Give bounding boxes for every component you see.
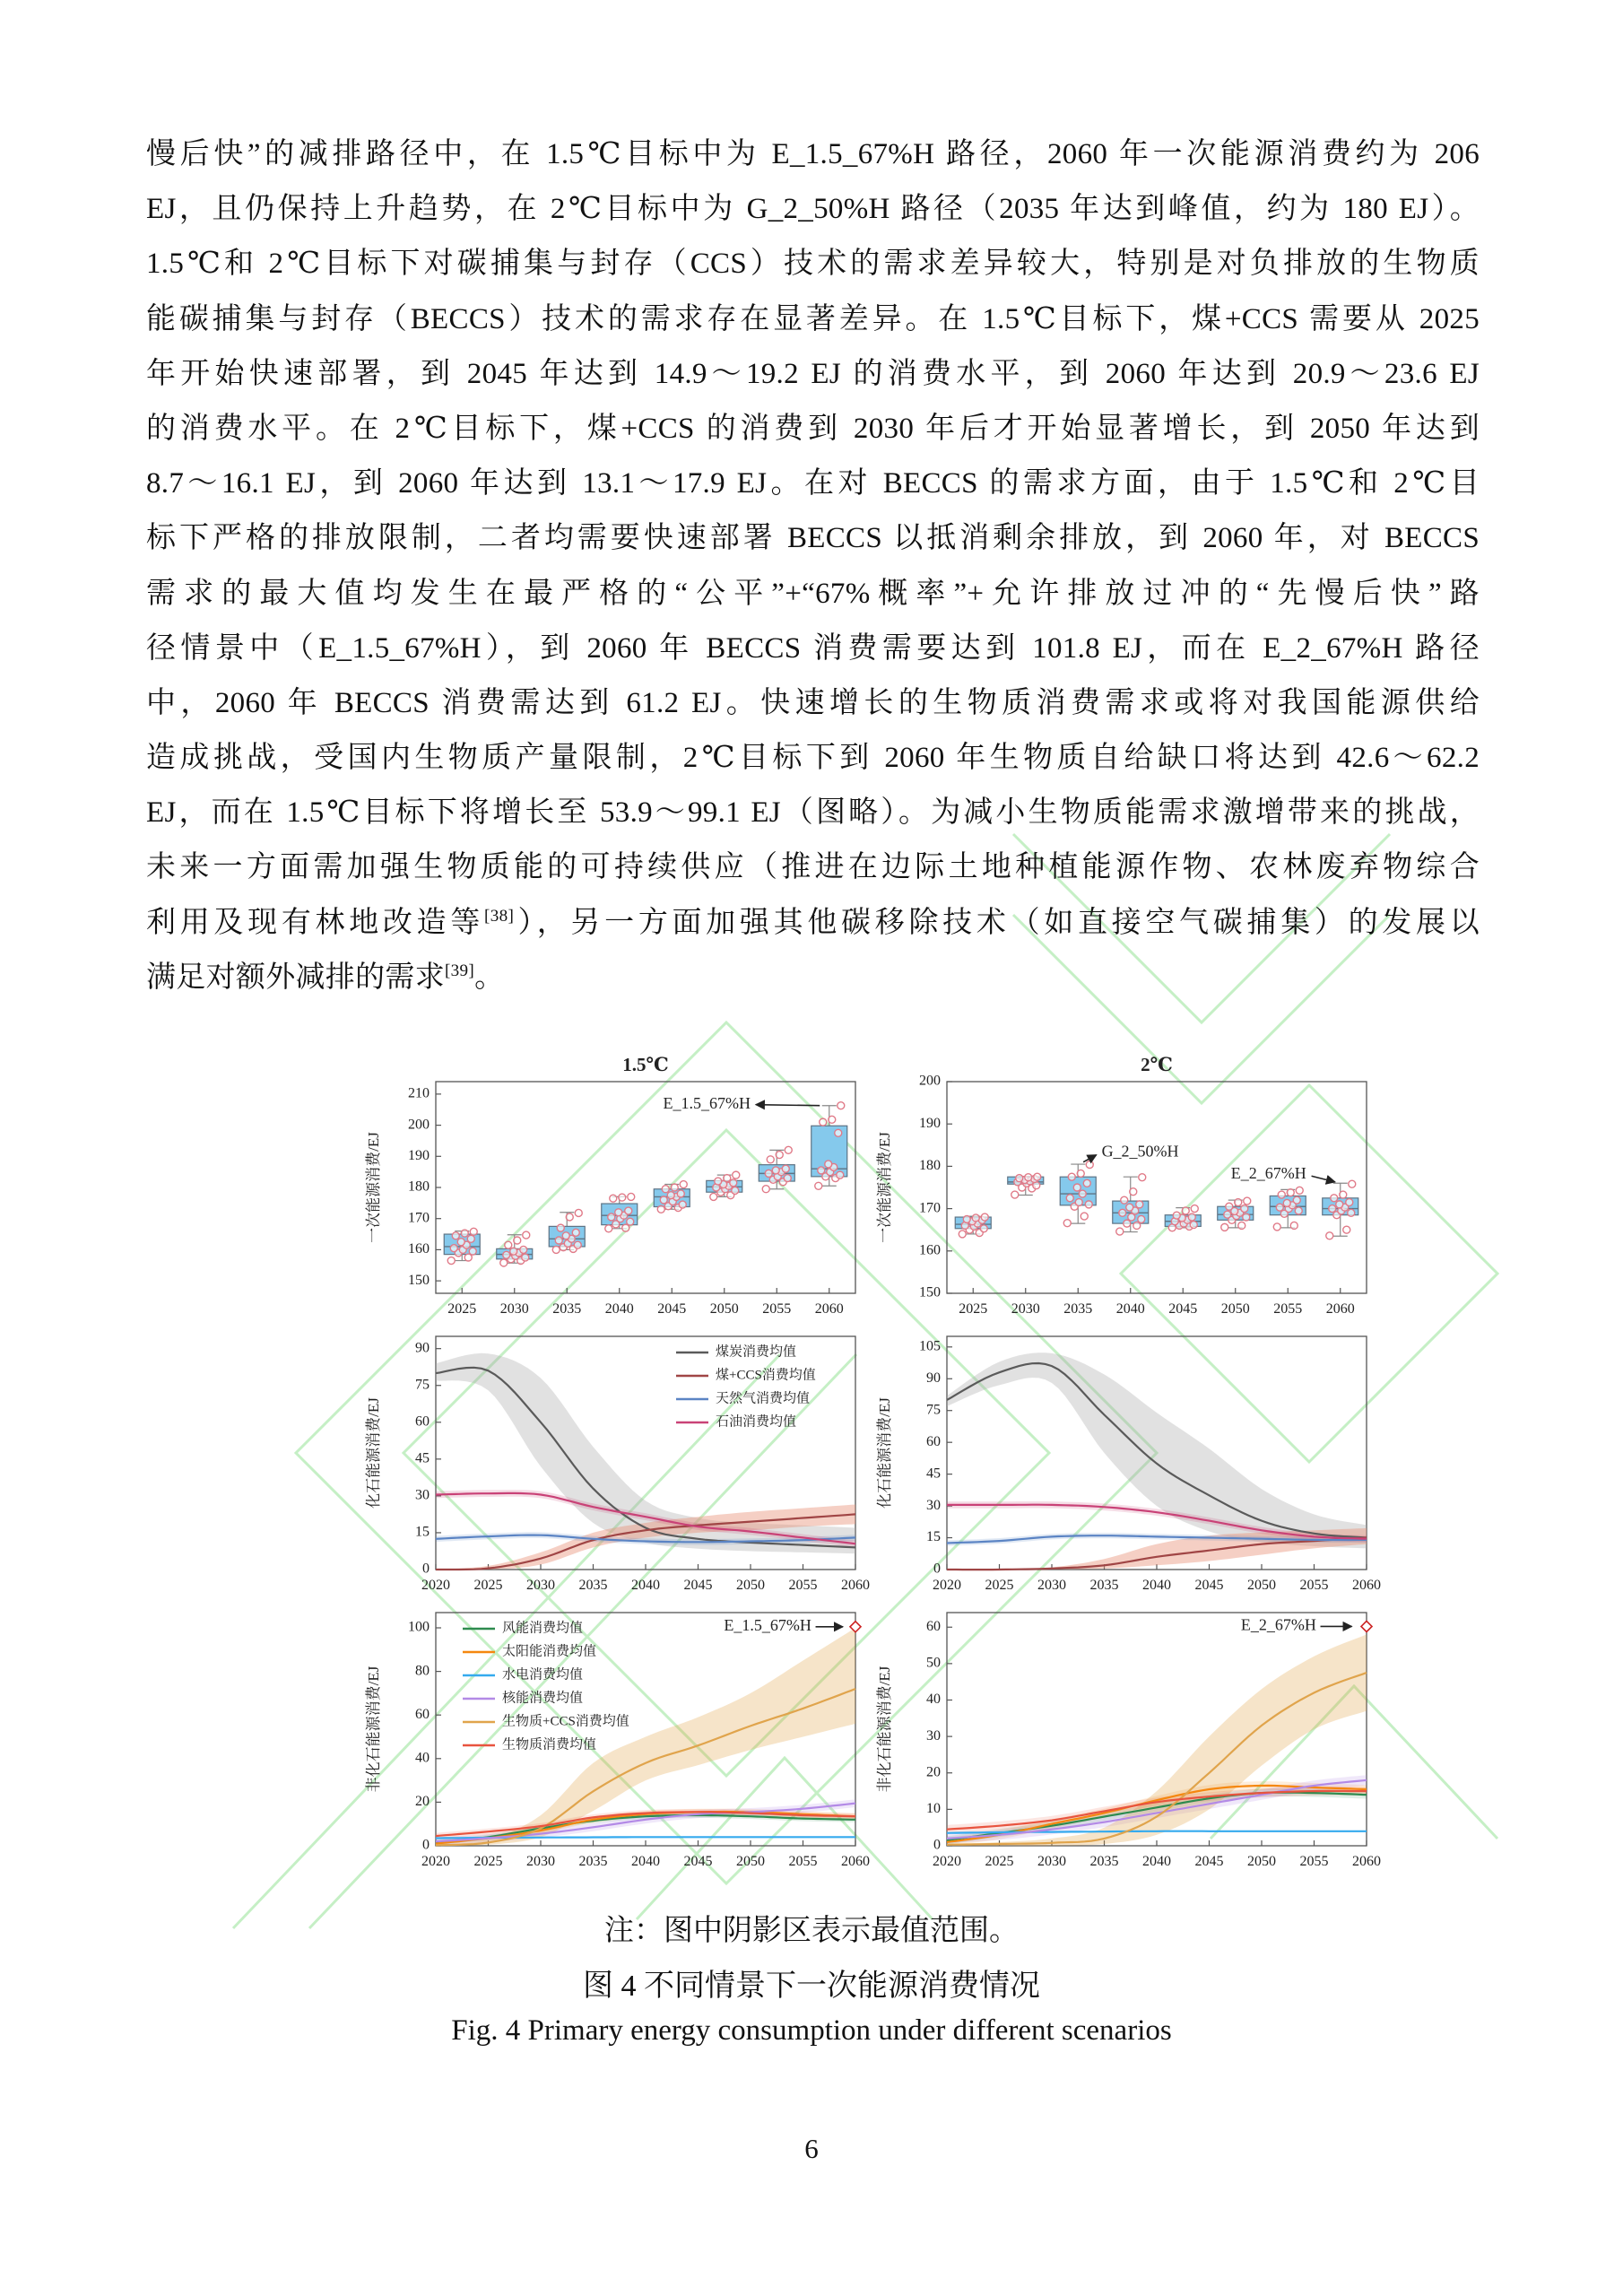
svg-text:2040: 2040 [631,1578,660,1593]
svg-text:石油消费均值: 石油消费均值 [716,1414,797,1430]
paragraph-line: 1.5℃和 2℃目标下对碳捕集与封存（CCS）技术的需求差异较大，特别是对负排放的生物质 [146,248,1480,281]
svg-text:30: 30 [926,1497,941,1513]
svg-text:2035: 2035 [1089,1578,1119,1593]
y-axis-label: 非化石能源消费/EJ [365,1665,382,1793]
svg-text:2045: 2045 [1194,1854,1224,1869]
figure-note: 注：图中阴影区表示最值范围。 [604,1915,1019,1947]
paragraph-line: EJ，而在 1.5℃目标下将增长至 53.9～99.1 EJ（图略）。为减小生物质能需求激增带来的挑战， [146,796,1480,830]
svg-text:2040: 2040 [604,1301,634,1317]
svg-text:2025: 2025 [959,1301,988,1317]
chart-fossil-2c [870,1326,1381,1602]
paragraph-line: 需求的最大值均发生在最严格的“公平”+“67%概率”+允许排放过冲的“先慢后快”路 [146,577,1480,610]
svg-text:2040: 2040 [1142,1578,1171,1593]
svg-text:2055: 2055 [762,1301,792,1317]
svg-text:90: 90 [926,1370,941,1386]
svg-text:2045: 2045 [657,1301,687,1317]
paragraph [146,127,1480,1005]
svg-text:2030: 2030 [526,1854,555,1869]
svg-text:30: 30 [926,1727,941,1744]
annotation [1083,1142,1178,1161]
svg-text:150: 150 [408,1272,430,1288]
svg-text:煤炭消费均值: 煤炭消费均值 [716,1344,797,1360]
chart-boxplot-2c [870,1049,1381,1326]
svg-text:2060: 2060 [841,1854,870,1869]
svg-text:2055: 2055 [1299,1854,1329,1869]
svg-text:太阳能消费均值: 太阳能消费均值 [502,1644,597,1659]
svg-text:2030: 2030 [1011,1301,1040,1317]
svg-text:风能消费均值: 风能消费均值 [502,1621,584,1636]
svg-text:2030: 2030 [526,1578,555,1593]
svg-text:2050: 2050 [1247,1854,1276,1869]
svg-text:2040: 2040 [631,1854,660,1869]
paragraph-line: 能碳捕集与封存（BECCS）技术的需求存在显著差异。在 1.5℃目标下，煤+CCS 需要从 2025 [146,302,1480,335]
paragraph-line: 中，2060 年 BECCS 消费需达到 61.2 EJ。快速增长的生物质消费需求或将对我国能源供给 [146,686,1480,719]
svg-text:170: 170 [408,1210,430,1226]
svg-text:160: 160 [919,1242,941,1258]
figure-caption-zh: 图 4 不同情景下一次能源消费情况 [583,1970,1040,2003]
svg-text:2035: 2035 [578,1578,608,1593]
paragraph-line: 造成挑战，受国内生物质产量限制，2℃目标下到 2060 年生物质自给缺口将达到 42.6～62.2 [146,742,1480,775]
annotation [1231,1164,1335,1182]
svg-text:0: 0 [933,1837,941,1853]
svg-text:E_2_67%H: E_2_67%H [1240,1615,1316,1634]
svg-text:40: 40 [926,1692,941,1708]
svg-text:190: 190 [408,1147,430,1163]
chart-fossil_15c [359,1326,870,1602]
svg-text:2055: 2055 [1299,1578,1329,1593]
svg-text:75: 75 [415,1377,430,1393]
svg-text:0: 0 [933,1561,941,1577]
chart-nonfossil_15c [359,1602,870,1878]
paragraph-line: 标下严格的排放限制，二者均需要快速部署 BECCS 以抵消剩余排放，到 2060 年，对 BECCS [146,522,1480,555]
legend [463,1619,629,1752]
svg-text:2035: 2035 [1063,1301,1093,1317]
y-axis-label: 一次能源消费/EJ [365,1132,382,1243]
paragraph-line: 利用及现有林地改造等[38]），另一方面加强其他碳移除技术（如直接空气碳捕集）的发展以 [146,906,1480,939]
svg-text:核能消费均值: 核能消费均值 [502,1691,584,1706]
svg-text:45: 45 [415,1450,430,1466]
svg-text:2045: 2045 [683,1578,713,1593]
svg-text:生物质+CCS消费均值: 生物质+CCS消费均值 [502,1714,629,1729]
svg-text:2020: 2020 [421,1854,450,1869]
svg-text:水电消费均值: 水电消费均值 [502,1667,584,1683]
paragraph-line: 径情景中（E_1.5_67%H），到 2060 年 BECCS 消费需要达到 101.8 EJ，而在 E_2_67%H 路径 [146,631,1480,665]
x-axis [447,1288,844,1317]
svg-text:2040: 2040 [1142,1854,1171,1869]
svg-text:生物质消费均值: 生物质消费均值 [502,1737,597,1752]
boxplot-series [444,1102,847,1266]
chart-box_15c [359,1049,870,1326]
y-axis [926,1619,952,1853]
svg-text:105: 105 [919,1338,941,1354]
svg-text:10: 10 [926,1801,941,1817]
svg-text:2045: 2045 [683,1854,713,1869]
svg-text:2030: 2030 [499,1301,529,1317]
chart-nonfossil_2c [870,1602,1381,1878]
y-axis-label: 化石能源消费/EJ [876,1397,893,1509]
svg-text:2055: 2055 [788,1578,818,1593]
svg-text:2050: 2050 [1247,1578,1276,1593]
panel-title: 2℃ [1141,1054,1173,1075]
x-axis [933,1564,1381,1593]
svg-text:200: 200 [919,1073,941,1089]
svg-text:2020: 2020 [933,1578,961,1593]
legend [676,1343,816,1429]
x-axis [421,1837,870,1869]
figure-4 [359,1049,1381,1878]
plot-frame [436,1082,855,1293]
paragraph-line: 未来一方面需加强生物质能的可持续供应（推进在边际土地种植能源作物、农林废弃物综合 [146,851,1480,884]
svg-text:45: 45 [926,1465,941,1482]
svg-text:2035: 2035 [1089,1854,1119,1869]
svg-text:2025: 2025 [473,1578,503,1593]
svg-text:2050: 2050 [709,1301,739,1317]
paragraph-line: 的消费水平。在 2℃目标下，煤+CCS 的消费到 2030 年后才开始显著增长，到 2050 年达到 [146,412,1480,445]
svg-text:2045: 2045 [1194,1578,1224,1593]
svg-text:2050: 2050 [736,1578,765,1593]
y-axis-label: 非化石能源消费/EJ [876,1665,893,1793]
svg-text:180: 180 [408,1178,430,1195]
svg-text:2035: 2035 [552,1301,582,1317]
chart-nonfossil-1p5c [359,1602,870,1878]
svg-text:2045: 2045 [1168,1301,1198,1317]
annotation [1241,1616,1372,1634]
y-axis-label: 一次能源消费/EJ [876,1132,893,1243]
svg-text:2030: 2030 [1037,1578,1066,1593]
svg-text:E_2_67%H: E_2_67%H [1230,1163,1306,1182]
svg-text:0: 0 [422,1837,430,1853]
svg-text:2025: 2025 [447,1301,477,1317]
paragraph-line: 慢后快”的减排路径中，在 1.5℃目标中为 E_1.5_67%H 路径，2060 年一次能源消费约为 206 [146,138,1480,170]
svg-text:160: 160 [408,1241,430,1257]
svg-text:天然气消费均值: 天然气消费均值 [716,1391,811,1406]
svg-text:20: 20 [926,1764,941,1780]
paragraph-line: EJ，且仍保持上升趋势，在 2℃目标中为 G_2_50%H 路径（2035 年达到峰值，约为 180 EJ）。 [146,193,1480,226]
svg-text:2060: 2060 [1325,1301,1355,1317]
svg-text:2055: 2055 [788,1854,818,1869]
svg-text:100: 100 [408,1619,430,1635]
figure-caption-en: Fig. 4 Primary energy consumption under different scenarios [451,2014,1172,2047]
svg-text:2025: 2025 [473,1854,503,1869]
svg-text:2060: 2060 [1352,1854,1381,1869]
svg-text:2060: 2060 [1352,1578,1381,1593]
svg-text:170: 170 [919,1200,941,1216]
svg-text:2040: 2040 [1115,1301,1145,1317]
svg-text:60: 60 [926,1618,941,1634]
svg-text:煤+CCS消费均值: 煤+CCS消费均值 [716,1368,816,1383]
svg-text:2035: 2035 [578,1854,608,1869]
svg-text:15: 15 [415,1524,430,1540]
svg-text:150: 150 [919,1284,941,1300]
chart-box_2c [870,1049,1381,1326]
svg-text:2050: 2050 [1220,1301,1250,1317]
page-number: 6 [804,2133,819,2164]
svg-text:2030: 2030 [1037,1854,1066,1869]
svg-text:60: 60 [415,1706,430,1722]
svg-text:60: 60 [926,1433,941,1449]
series-bands [947,1634,1367,1846]
annotation [724,1616,861,1634]
panel-title: 1.5℃ [622,1054,669,1075]
paragraph-line: 8.7～16.1 EJ，到 2060 年达到 13.1～17.9 EJ。在对 BECCS 的需求方面，由于 1.5℃和 2℃目 [146,467,1480,500]
svg-text:0: 0 [422,1561,430,1577]
svg-text:E_1.5_67%H: E_1.5_67%H [663,1093,751,1112]
svg-text:20: 20 [415,1794,430,1810]
svg-text:2025: 2025 [985,1578,1014,1593]
svg-text:2025: 2025 [985,1854,1014,1869]
svg-text:15: 15 [926,1529,941,1545]
svg-text:90: 90 [415,1340,430,1356]
svg-text:80: 80 [415,1663,430,1679]
svg-text:2055: 2055 [1273,1301,1303,1317]
y-axis-label: 化石能源消费/EJ [365,1397,382,1509]
svg-text:2020: 2020 [421,1578,450,1593]
svg-text:75: 75 [926,1402,941,1418]
annotation [664,1094,820,1112]
svg-text:200: 200 [408,1117,430,1133]
svg-text:180: 180 [919,1158,941,1174]
svg-text:2020: 2020 [933,1854,961,1869]
svg-text:2050: 2050 [736,1854,765,1869]
chart-boxplot-1p5c [359,1049,870,1326]
chart-nonfossil-2c [870,1602,1381,1878]
paragraph-line: 年开始快速部署，到 2045 年达到 14.9～19.2 EJ 的消费水平，到 2060 年达到 20.9～23.6 EJ [146,357,1480,390]
svg-text:E_1.5_67%H: E_1.5_67%H [724,1615,812,1634]
svg-text:G_2_50%H: G_2_50%H [1101,1142,1179,1161]
svg-text:60: 60 [415,1413,430,1430]
paragraph-line: 满足对额外减排的需求[39]。 [146,961,505,994]
plot-frame [947,1082,1367,1293]
chart-fossil-1p5c [359,1326,870,1602]
svg-text:30: 30 [415,1487,430,1503]
svg-text:210: 210 [408,1085,430,1101]
svg-text:2060: 2060 [814,1301,844,1317]
chart-fossil_2c [870,1326,1381,1602]
svg-text:2060: 2060 [841,1578,870,1593]
svg-text:50: 50 [926,1655,941,1671]
x-axis [959,1288,1355,1317]
svg-text:190: 190 [919,1115,941,1131]
svg-text:40: 40 [415,1750,430,1766]
